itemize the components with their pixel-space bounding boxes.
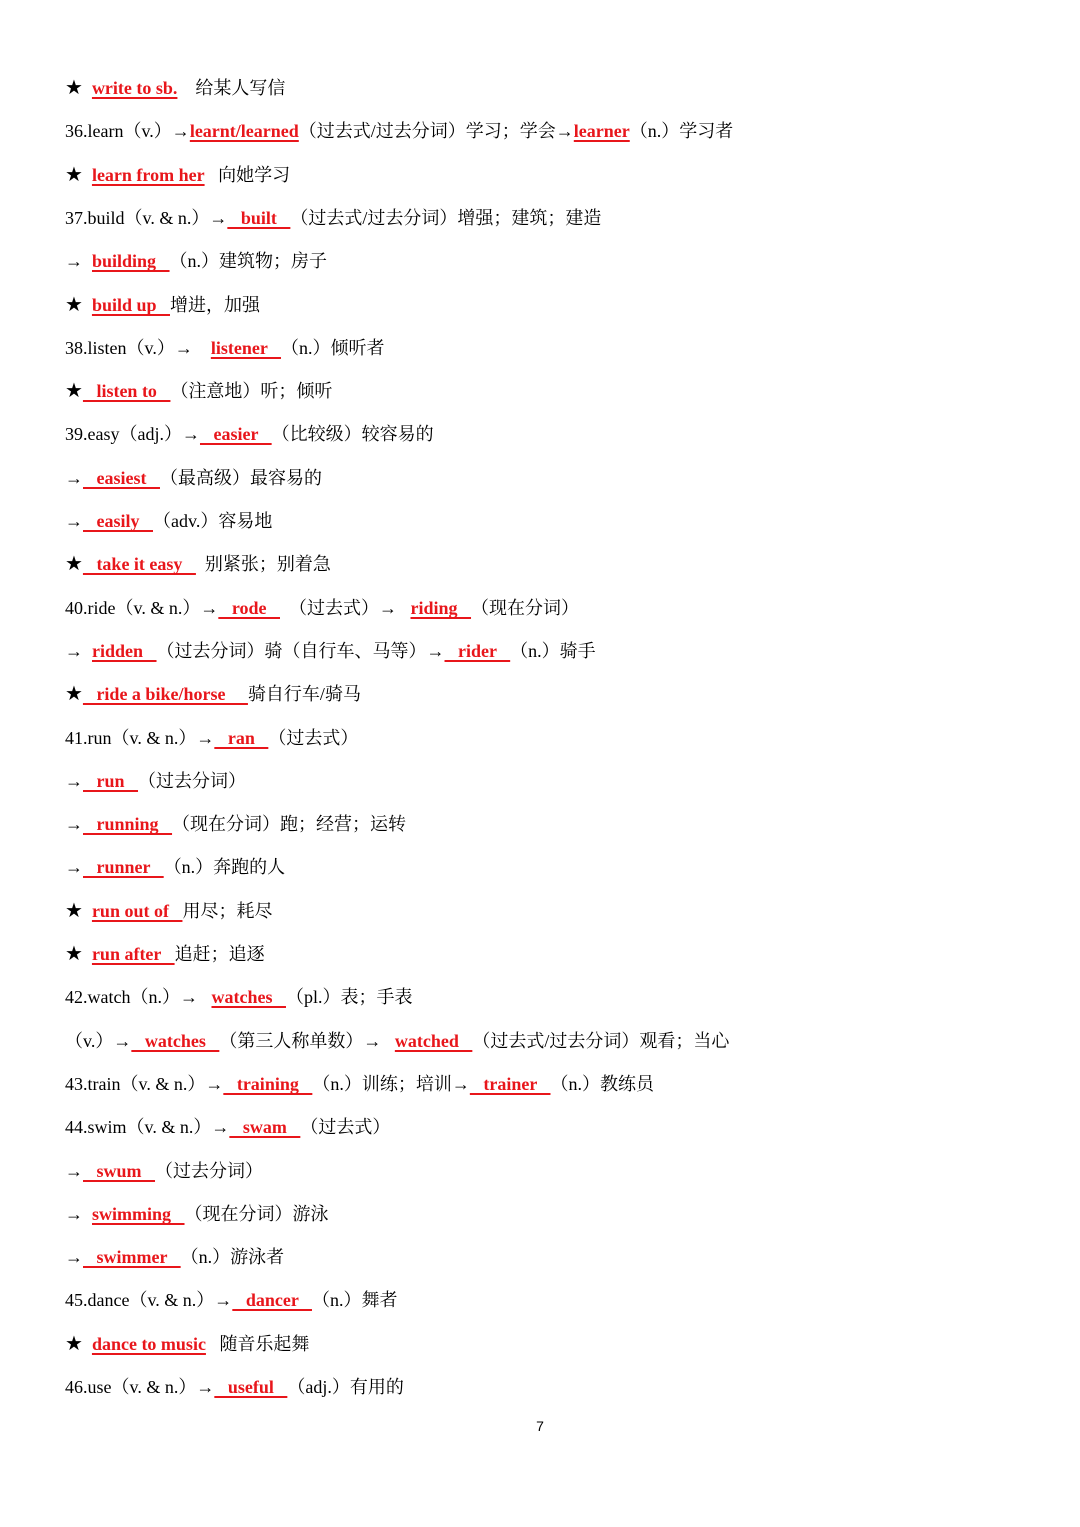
- line-text: [83, 901, 92, 921]
- line-text: 别紧张；别着急: [195, 554, 331, 574]
- page-number: 7: [536, 1418, 544, 1434]
- line-text: →: [65, 1204, 92, 1224]
- line-text: （n.）训练；培训→: [312, 1074, 470, 1094]
- line-text: （n.）建筑物；房子: [169, 251, 328, 271]
- answer-word: useful: [214, 1377, 288, 1397]
- line-text: →: [65, 814, 83, 834]
- line-text: （过去式）: [300, 1117, 391, 1137]
- line-text: （过去式）→: [280, 598, 411, 618]
- answer-word: rode: [218, 598, 280, 618]
- line-text: 用尽；耗尽: [182, 901, 273, 921]
- line-text: 38.listen（v.）→: [65, 338, 211, 358]
- line-text: （n.）学习者: [629, 121, 734, 141]
- line-text: →: [65, 251, 92, 271]
- line-text: 43.train（v. & n.）→: [65, 1074, 224, 1094]
- line-text: 随音乐起舞: [205, 1334, 310, 1354]
- answer-word: swimmer: [83, 1247, 181, 1267]
- vocab-line: [65, 336, 384, 360]
- line-text: （n.）教练员: [550, 1074, 654, 1094]
- line-text: 46.use（v. & n.）→: [65, 1377, 215, 1397]
- line-text: （第三人称单数）→: [219, 1031, 395, 1051]
- answer-word: easily: [83, 511, 153, 531]
- vocab-line: [65, 379, 332, 403]
- answer-word: swam: [229, 1117, 301, 1137]
- line-text: 41.run（v. & n.）→: [65, 728, 215, 748]
- line-text: （过去式/过去分词）学习；学会→: [298, 121, 574, 141]
- vocab-line: [65, 639, 596, 663]
- line-text: →: [65, 468, 83, 488]
- line-text: 骑自行车/骑马: [247, 684, 361, 704]
- answer-word: riding: [410, 598, 472, 618]
- answer-word: built: [227, 208, 291, 228]
- vocab-line: [65, 855, 285, 879]
- vocab-line: [65, 985, 413, 1009]
- vocab-line: [65, 206, 601, 230]
- star-icon: ★: [65, 77, 83, 99]
- answer-word: write to sb.: [91, 78, 178, 98]
- answer-word: rider: [444, 641, 511, 661]
- vocab-line: [65, 899, 272, 923]
- vocab-line: [65, 249, 327, 273]
- vocab-line: [65, 1332, 309, 1356]
- line-text: （n.）骑手: [510, 641, 596, 661]
- answer-word: watches: [211, 987, 286, 1007]
- answer-word: watched: [394, 1031, 473, 1051]
- vocab-line: [65, 769, 246, 793]
- vocab-line: [65, 163, 290, 187]
- answer-word: dance to music: [91, 1334, 206, 1354]
- vocab-line: [65, 509, 272, 533]
- vocab-line: [65, 812, 406, 836]
- line-text: [83, 78, 92, 98]
- line-text: （注意地）听；倾听: [170, 381, 333, 401]
- line-text: 追赶；追逐: [174, 944, 265, 964]
- answer-word: runner: [83, 857, 164, 877]
- answer-word: learn from her: [91, 165, 205, 185]
- line-text: →: [65, 771, 83, 791]
- line-text: [83, 944, 92, 964]
- line-text: [83, 295, 92, 315]
- line-text: （比较级）较容易的: [271, 424, 434, 444]
- answer-word: easiest: [83, 468, 160, 488]
- star-icon: ★: [65, 1333, 83, 1355]
- answer-word: listen to: [82, 381, 171, 401]
- answer-word: running: [83, 814, 173, 834]
- star-icon: ★: [65, 943, 83, 965]
- vocab-line: [65, 119, 733, 143]
- line-text: （过去分词）骑（自行车、马等）→: [156, 641, 445, 661]
- line-text: （n.）游泳者: [180, 1247, 285, 1267]
- line-text: 增进，加强: [170, 295, 260, 315]
- line-text: （过去分词）: [138, 771, 247, 791]
- line-text: （现在分词）跑；经营；运转: [172, 814, 407, 834]
- line-text: （过去式）: [268, 728, 359, 748]
- answer-word: take it easy: [82, 554, 196, 574]
- vocab-line: [65, 1245, 284, 1269]
- vocab-line: [65, 1288, 397, 1312]
- vocab-line: [65, 422, 434, 446]
- vocab-line: [65, 466, 322, 490]
- answer-word: ridden: [92, 641, 157, 661]
- line-text: →: [65, 1161, 83, 1181]
- answer-word: swimming: [92, 1204, 185, 1224]
- vocab-line: [65, 1115, 390, 1139]
- line-text: （adv.）容易地: [153, 511, 273, 531]
- answer-word: watches: [131, 1031, 220, 1051]
- vocab-line: [65, 293, 260, 317]
- star-icon: ★: [65, 380, 83, 402]
- vocab-line: [65, 1375, 404, 1399]
- answer-word: run out of: [91, 901, 183, 921]
- answer-word: run after: [91, 944, 175, 964]
- star-icon: ★: [65, 683, 83, 705]
- answer-word: training: [223, 1074, 313, 1094]
- line-text: （最高级）最容易的: [159, 468, 322, 488]
- line-text: （pl.）表；手表: [285, 987, 413, 1007]
- line-text: [83, 165, 92, 185]
- answer-word: ride a bike/horse: [82, 684, 248, 704]
- line-text: 45.dance（v. & n.）→: [65, 1290, 233, 1310]
- line-text: 40.ride（v. & n.）→: [65, 598, 219, 618]
- line-text: 37.build（v. & n.）→: [65, 208, 228, 228]
- line-text: 给某人写信: [177, 78, 286, 98]
- answer-word: building: [92, 251, 170, 271]
- answer-word: learnt/learned: [189, 121, 299, 141]
- answer-word: ran: [214, 728, 269, 748]
- star-icon: ★: [65, 553, 83, 575]
- line-text: →: [65, 857, 83, 877]
- line-text: →: [65, 641, 92, 661]
- line-text: （n.）舞者: [311, 1290, 398, 1310]
- vocab-line: [65, 942, 265, 966]
- vocab-line: [65, 596, 579, 620]
- vocab-line: [65, 76, 285, 100]
- answer-word: swum: [83, 1161, 156, 1181]
- vocab-line: [65, 1202, 329, 1226]
- line-text: 44.swim（v. & n.）→: [65, 1117, 230, 1137]
- line-text: →: [65, 1247, 83, 1267]
- answer-word: run: [83, 771, 139, 791]
- line-text: （过去式/过去分词）增强；建筑；建造: [290, 208, 602, 228]
- answer-word: build up: [91, 295, 170, 315]
- line-text: →: [65, 511, 83, 531]
- star-icon: ★: [65, 164, 83, 186]
- line-text: [83, 1334, 92, 1354]
- vocab-line: [65, 552, 331, 576]
- vocab-line: [65, 1029, 729, 1053]
- answer-word: easier: [199, 424, 272, 444]
- star-icon: ★: [65, 900, 83, 922]
- line-text: 向她学习: [204, 165, 291, 185]
- answer-word: trainer: [469, 1074, 551, 1094]
- line-text: （过去分词）: [155, 1161, 264, 1181]
- vocab-line: [65, 682, 361, 706]
- line-text: （现在分词）: [471, 598, 580, 618]
- line-text: （现在分词）游泳: [184, 1204, 329, 1224]
- line-text: 39.easy（adj.）→: [65, 424, 200, 444]
- line-text: （v.）→: [65, 1031, 132, 1051]
- vocab-line: [65, 726, 358, 750]
- vocab-line: [65, 1072, 654, 1096]
- answer-word: listener: [210, 338, 281, 358]
- line-text: （n.）奔跑的人: [163, 857, 286, 877]
- vocab-line: [65, 1159, 263, 1183]
- star-icon: ★: [65, 294, 83, 316]
- answer-word: dancer: [232, 1290, 312, 1310]
- line-text: （adj.）有用的: [287, 1377, 404, 1397]
- answer-word: learner: [573, 121, 630, 141]
- line-text: （过去式/过去分词）观看；当心: [472, 1031, 730, 1051]
- line-text: 42.watch（n.）→: [65, 987, 212, 1007]
- line-text: （n.）倾听者: [280, 338, 385, 358]
- line-text: 36.learn（v.）→: [65, 121, 190, 141]
